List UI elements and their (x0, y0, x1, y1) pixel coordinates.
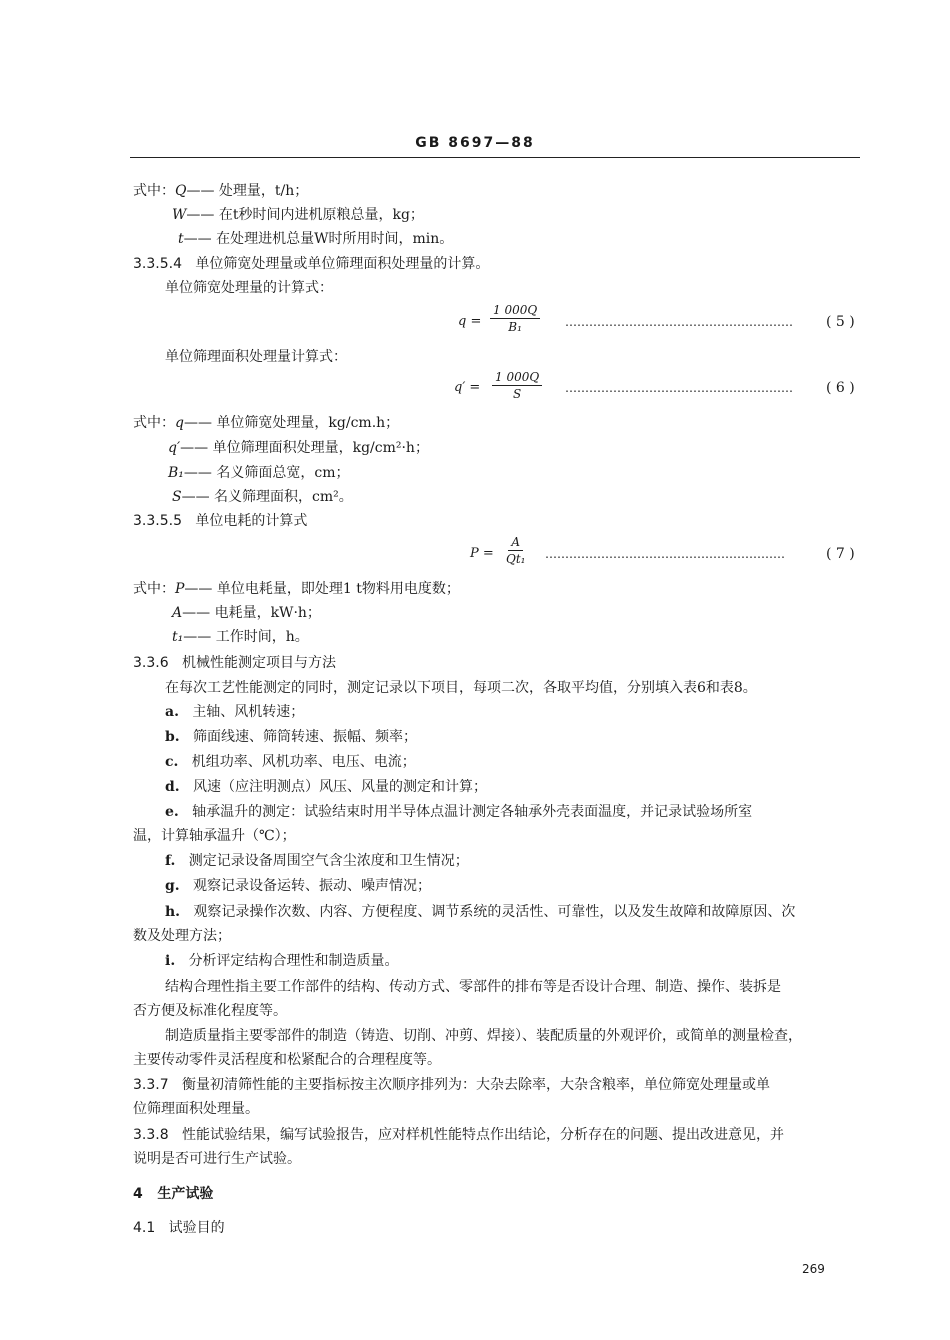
def-prefix: 式中： (133, 415, 175, 431)
list-item-h (165, 901, 795, 921)
list-item-d (165, 776, 487, 796)
def-text: 在处理进机总量W时所用时间，min。 (211, 231, 454, 247)
def-text: 名义筛面总宽，cm； (211, 465, 350, 481)
def-dash: —— (182, 605, 211, 621)
section-title: 单位电耗的计算式 (195, 513, 308, 529)
list-text: 机组功率、风机功率、电压、电流； (191, 754, 416, 770)
section-337-line2: 位筛理面积处理量。 (133, 1101, 259, 1117)
eq5-fraction (490, 303, 540, 334)
list-label: g. (165, 878, 180, 894)
eq7-leader-dots: …………………………………………………… (545, 547, 785, 561)
def-symbol: q′ (168, 440, 181, 456)
def-symbol: W (172, 207, 187, 223)
def-p-line (133, 578, 460, 598)
def-text: 名义筛理面积，cm²。 (209, 489, 353, 505)
list-label: i. (165, 953, 176, 969)
list-text: 观察记录设备运转、振动、噪声情况； (193, 878, 432, 894)
paragraph-structure-line1: 结构合理性指主要工作部件的结构、传动方式、零部件的排布等是否设计合理、制造、操作、装拆是 (165, 979, 781, 995)
def-text: 电耗量，kW·h； (210, 605, 321, 621)
list-text: 筛面线速、筛筒转速、振幅、频率； (193, 729, 418, 745)
chapter-number: 4 (133, 1186, 143, 1202)
section-title: 单位筛宽处理量或单位筛理面积处理量的计算。 (195, 256, 490, 272)
eq6-lhs: q′ = (454, 380, 481, 395)
eq6-fraction (492, 370, 542, 401)
list-item-h-continuation: 数及处理方法； (133, 928, 231, 944)
section-338-line2: 说明是否可进行生产试验。 (133, 1151, 301, 1167)
list-text: 测定记录设备周围空气含尘浓度和卫生情况； (188, 853, 469, 869)
list-item-g (165, 875, 431, 895)
eq6-leader-dots: ………………………………………………… (565, 381, 793, 395)
list-text: 分析评定结构合理性和制造质量。 (188, 953, 399, 969)
def-text: 单位筛理面积处理量，kg/cm²·h； (208, 440, 429, 456)
list-text: 风速（应注明测点）风压、风量的测定和计算； (193, 779, 488, 795)
eq7-fraction (503, 535, 528, 566)
paragraph-quality-line1: 制造质量指主要零部件的制造（铸造、切削、冲剪、焊接）、装配质量的外观评价，或简单的测量检查， (165, 1028, 802, 1044)
paragraph-structure-line2: 否方便及标准化程度等。 (133, 1003, 287, 1019)
section-3354-heading (133, 253, 489, 273)
def-t-line (178, 228, 453, 248)
def-w-line (172, 204, 424, 224)
section-3355-heading (133, 510, 307, 530)
chapter-title: 生产试验 (157, 1186, 214, 1202)
list-label: c. (165, 754, 179, 770)
list-text: 轴承温升的测定：试验结束时用半导体点温计测定各轴承外壳表面温度，并记录试验场所室 (192, 804, 753, 820)
section-336-intro: 在每次工艺性能测定的同时，测定记录以下项目，每项二次，各取平均值，分别填入表6和表8。 (165, 680, 757, 696)
list-text: 主轴、风机转速； (192, 704, 305, 720)
def-prefix: 式中： (133, 581, 175, 597)
list-label: f. (165, 853, 176, 869)
eq6-intro: 单位筛理面积处理量计算式： (165, 349, 347, 365)
def-text: 处理量，t/h； (214, 183, 309, 199)
section-title: 试验目的 (168, 1220, 225, 1236)
def-symbol: Q (175, 183, 187, 199)
list-label: b. (165, 729, 180, 745)
section-338-line1 (133, 1124, 784, 1144)
section-text: 性能试验结果，编写试验报告，应对样机性能特点作出结论，分析存在的问题、提出改进意见，并 (181, 1127, 784, 1143)
def-dash: —— (183, 415, 212, 431)
header-rule (130, 157, 860, 158)
eq5-numerator: 1 000Q (490, 303, 540, 319)
list-item-f (165, 850, 469, 870)
section-number: 3.3.5.4 (133, 256, 182, 272)
section-336-heading (133, 652, 336, 672)
def-s-line (172, 486, 353, 506)
eq5-denominator: B₁ (508, 320, 522, 334)
section-title: 机械性能测定项目与方法 (181, 655, 336, 671)
list-item-i (165, 950, 399, 970)
paragraph-quality-line2: 主要传动零件灵活程度和松紧配合的合理程度等。 (133, 1052, 441, 1068)
section-number: 3.3.5.5 (133, 513, 182, 529)
section-number: 3.3.7 (133, 1077, 169, 1093)
def-text: 单位筛宽处理量，kg/cm.h； (211, 415, 400, 431)
eq7-number: ( 7 ) (826, 546, 855, 562)
def-text: 单位电耗量，即处理1 t物料用电度数； (212, 581, 460, 597)
def-prefix: 式中： (133, 183, 175, 199)
eq5-intro: 单位筛宽处理量的计算式： (165, 280, 333, 296)
def-symbol: A (172, 605, 183, 621)
def-a-line (172, 602, 321, 622)
eq7-numerator: A (508, 535, 523, 551)
def-dash: —— (183, 231, 212, 247)
list-item-b (165, 726, 417, 746)
section-number: 3.3.8 (133, 1127, 169, 1143)
def-symbol: S (172, 489, 182, 505)
section-41-heading (133, 1217, 225, 1237)
def-symbol: P (175, 581, 185, 597)
eq7-denominator: Qt₁ (506, 552, 526, 566)
def-symbol: t (178, 231, 184, 247)
section-number: 4.1 (133, 1220, 156, 1236)
list-label: a. (165, 704, 179, 720)
def-symbol: q (175, 415, 184, 431)
list-label: h. (165, 904, 181, 920)
page-number: 269 (802, 1262, 825, 1276)
section-337-line1 (133, 1074, 770, 1094)
def-text: 工作时间，h。 (211, 629, 309, 645)
def-symbol: t₁ (172, 629, 184, 645)
list-item-e-continuation: 温，计算轴承温升（℃）； (133, 828, 296, 844)
def-dash: —— (186, 183, 215, 199)
eq5-number: ( 5 ) (826, 314, 855, 330)
def-dash: —— (180, 440, 209, 456)
list-item-e (165, 801, 752, 821)
eq7-lhs: P = (470, 546, 494, 561)
def-t1-line (172, 626, 309, 646)
def-dash: —— (184, 581, 213, 597)
eq6-denominator: S (512, 387, 522, 401)
list-text: 观察记录操作次数、内容、方便程度、调节系统的灵活性、可靠性，以及发生故障和故障原因、次 (193, 904, 796, 920)
eq5-leader-dots: ………………………………………………… (565, 315, 793, 329)
def-dash: —— (186, 207, 215, 223)
def-dash: —— (183, 465, 212, 481)
list-label: e. (165, 804, 179, 820)
def-b1-line (168, 462, 349, 482)
def-text: 在t秒时间内进机原粮总量，kg； (214, 207, 424, 223)
eq5-lhs: q = (458, 314, 482, 329)
section-number: 3.3.6 (133, 655, 169, 671)
list-item-c (165, 751, 416, 771)
chapter-4-heading (133, 1183, 213, 1203)
def-symbol: B₁ (168, 465, 184, 481)
eq6-number: ( 6 ) (826, 380, 855, 396)
list-item-a (165, 701, 304, 721)
standard-header: GB 8697—88 (415, 135, 535, 151)
def-q-line (133, 180, 308, 200)
def-dash: —— (181, 489, 210, 505)
def-q-unit-line (133, 412, 399, 432)
section-text: 衡量初清筛性能的主要指标按主次顺序排列为：大杂去除率，大杂含粮率，单位筛宽处理量或单 (181, 1077, 770, 1093)
eq6-numerator: 1 000Q (492, 370, 542, 386)
def-dash: —— (183, 629, 212, 645)
list-label: d. (165, 779, 180, 795)
def-q-prime-line (168, 437, 429, 457)
